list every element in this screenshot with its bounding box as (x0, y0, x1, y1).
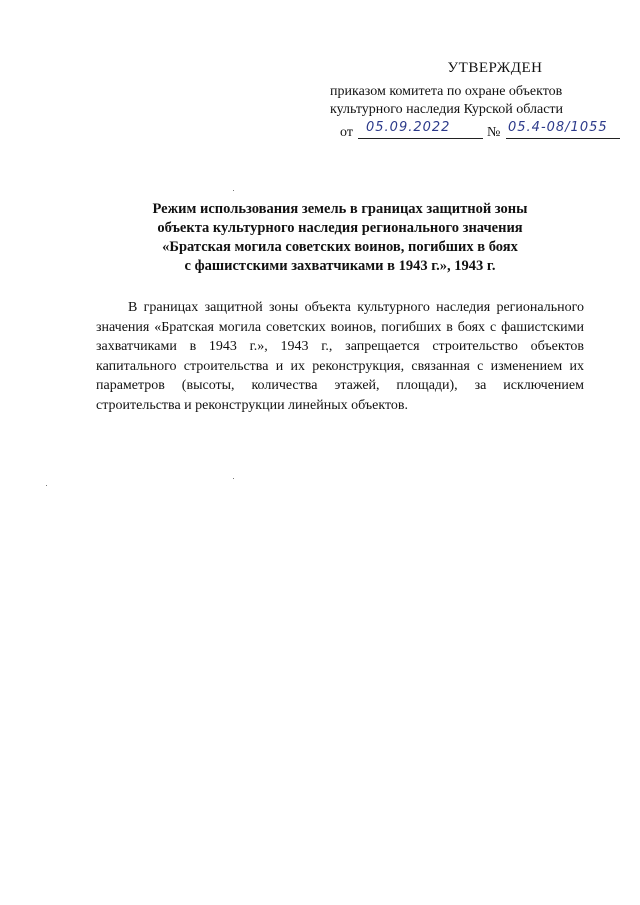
date-field (358, 122, 483, 139)
number-label: № (487, 125, 501, 140)
approval-reference (330, 122, 620, 142)
scan-speck (233, 190, 234, 191)
approval-line-1: приказом комитета по охране объектов (330, 84, 563, 99)
approval-block (330, 60, 620, 142)
title-line-1: Режим использования земель в границах защитной зоны (152, 201, 528, 217)
date-label: от (340, 125, 353, 140)
scan-speck (233, 478, 234, 479)
document-title (120, 200, 560, 276)
number-field (506, 122, 620, 139)
body-section (96, 298, 584, 416)
approval-line-2: культурного наследия Курской области (330, 102, 564, 117)
body-paragraph: В границах защитной зоны объекта культурного наследия регионального значения «Братская могила советских воинов, погибших в боях с фашистскими захватчиками в 1943 г.», 1943 г., запрещается строительство объектов капитального строительства и их реконструкция, связанная с изменением их параметров (высоты, количества этажей, площади), за исключением строительства и реконструкции линейных объектов. (96, 300, 584, 413)
handwritten-date: 05.09.2022 (366, 120, 451, 135)
title-line-4: с фашистскими захватчиками в 1943 г.», 1943 г. (184, 258, 496, 274)
title-line-2: объекта культурного наследия регионального значения (157, 220, 523, 236)
scan-speck (46, 485, 47, 486)
handwritten-number: 05.4-08/1055 (508, 120, 608, 135)
title-line-3: «Братская могила советских воинов, погибших в боях (162, 239, 518, 255)
approval-heading: УТВЕРЖДЕН (447, 60, 543, 76)
